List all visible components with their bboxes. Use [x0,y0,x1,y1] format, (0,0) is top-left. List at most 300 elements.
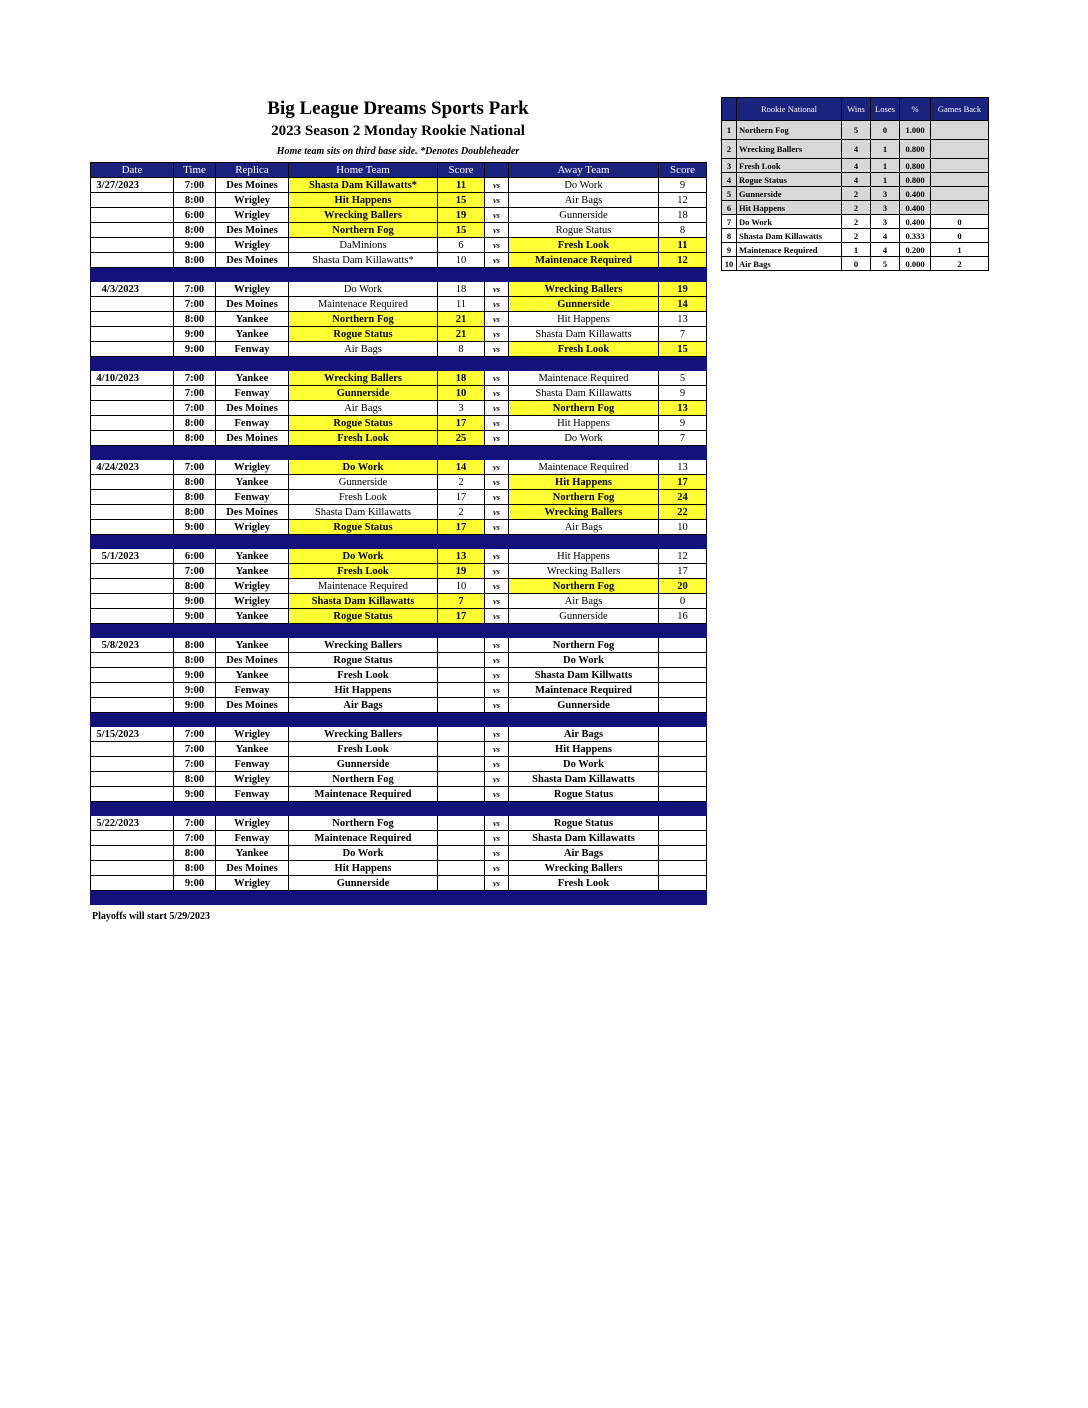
game-time: 7:00 [174,282,216,297]
home-score [438,757,485,772]
replica-field: Fenway [216,831,289,846]
vs-label: vs [485,757,509,772]
home-team: Gunnerside [289,386,438,401]
game-row [91,564,707,579]
home-score: 11 [438,178,485,193]
game-row [91,475,707,490]
replica-field: Wrigley [216,208,289,223]
game-date [91,520,174,535]
away-team: Air Bags [509,520,659,535]
away-team: Shasta Dam Killawatts [509,386,659,401]
vs-label: vs [485,297,509,312]
game-row [91,683,707,698]
game-date: 4/3/2023 [91,282,174,297]
separator-cell [289,891,438,905]
standing-pct: 0.333 [900,229,931,243]
away-team: Air Bags [509,846,659,861]
game-date [91,757,174,772]
game-row [91,816,707,831]
away-score: 15 [659,342,707,357]
standing-games-back [931,187,989,201]
home-score: 19 [438,208,485,223]
home-team: Northern Fog [289,772,438,787]
home-team: Do Work [289,460,438,475]
replica-field: Wrigley [216,193,289,208]
away-score: 13 [659,312,707,327]
separator-cell [509,535,659,549]
game-date [91,386,174,401]
game-date: 4/24/2023 [91,460,174,475]
game-row [91,238,707,253]
replica-field: Yankee [216,371,289,386]
away-team: Hit Happens [509,475,659,490]
standing-rank: 9 [722,243,737,257]
vs-label: vs [485,475,509,490]
vs-label: vs [485,416,509,431]
game-row [91,505,707,520]
away-team: Do Work [509,178,659,193]
away-team: Gunnerside [509,609,659,624]
game-row [91,520,707,535]
home-score: 8 [438,342,485,357]
separator-cell [91,624,174,638]
away-team: Air Bags [509,193,659,208]
game-time: 8:00 [174,846,216,861]
separator-cell [438,446,485,460]
game-row [91,876,707,891]
standings-row [722,140,989,159]
vs-label: vs [485,609,509,624]
separator-cell [174,268,216,282]
game-time: 6:00 [174,208,216,223]
replica-field: Des Moines [216,223,289,238]
home-team: Hit Happens [289,193,438,208]
column-header: Away Team [509,163,659,178]
home-score [438,876,485,891]
standing-pct: 0.800 [900,173,931,187]
game-time: 9:00 [174,238,216,253]
page-subtitle: 2023 Season 2 Monday Rookie National [271,123,525,139]
game-row [91,757,707,772]
standing-games-back [931,201,989,215]
game-date [91,475,174,490]
vs-label: vs [485,327,509,342]
separator-cell [509,891,659,905]
separator-cell [289,357,438,371]
home-team: Air Bags [289,698,438,713]
away-team: Gunnerside [509,698,659,713]
vs-label: vs [485,505,509,520]
vs-label: vs [485,816,509,831]
away-team: Northern Fog [509,490,659,505]
separator-cell [659,535,707,549]
home-score: 19 [438,564,485,579]
away-team: Fresh Look [509,342,659,357]
home-team: Fresh Look [289,742,438,757]
game-date: 5/1/2023 [91,549,174,564]
standing-wins: 2 [842,229,871,243]
replica-field: Des Moines [216,178,289,193]
home-score [438,831,485,846]
game-row [91,490,707,505]
home-team: Do Work [289,282,438,297]
game-time: 8:00 [174,579,216,594]
home-score: 17 [438,520,485,535]
game-time: 8:00 [174,193,216,208]
away-score [659,772,707,787]
standings-row [722,201,989,215]
vs-label: vs [485,638,509,653]
game-date [91,193,174,208]
away-team: Fresh Look [509,876,659,891]
home-team: Do Work [289,846,438,861]
home-team: Rogue Status [289,416,438,431]
separator-cell [174,713,216,727]
game-date [91,327,174,342]
game-date: 5/22/2023 [91,816,174,831]
separator-cell [485,713,509,727]
game-time: 8:00 [174,505,216,520]
game-time: 8:00 [174,861,216,876]
replica-field: Des Moines [216,861,289,876]
home-score: 18 [438,371,485,386]
separator-cell [174,535,216,549]
home-score: 11 [438,297,485,312]
game-date [91,238,174,253]
away-score [659,861,707,876]
home-score: 25 [438,431,485,446]
home-team: Fresh Look [289,431,438,446]
vs-label: vs [485,460,509,475]
replica-field: Yankee [216,742,289,757]
home-team: Wrecking Ballers [289,208,438,223]
home-team: Rogue Status [289,327,438,342]
away-score [659,846,707,861]
game-time: 7:00 [174,757,216,772]
standing-team: Northern Fog [737,121,842,140]
game-row [91,431,707,446]
separator-cell [509,357,659,371]
home-team-note: Home team sits on third base side. *Denotes Doubleheader [276,146,520,157]
game-time: 8:00 [174,638,216,653]
home-score [438,653,485,668]
vs-label: vs [485,861,509,876]
home-team: Air Bags [289,342,438,357]
separator-cell [289,624,438,638]
game-time: 9:00 [174,594,216,609]
game-date [91,683,174,698]
away-score: 16 [659,609,707,624]
game-time: 7:00 [174,297,216,312]
game-date [91,579,174,594]
standing-games-back: 1 [931,243,989,257]
game-time: 8:00 [174,416,216,431]
home-score [438,787,485,802]
standings-table [721,97,989,271]
vs-label: vs [485,846,509,861]
game-date: 5/15/2023 [91,727,174,742]
replica-field: Fenway [216,757,289,772]
week-separator [91,268,707,282]
vs-label: vs [485,698,509,713]
separator-cell [659,891,707,905]
separator-cell [485,446,509,460]
game-date [91,772,174,787]
standing-games-back [931,159,989,173]
separator-cell [216,713,289,727]
week-separator [91,713,707,727]
standings-column-header: Rookie National [737,98,842,121]
game-time: 8:00 [174,772,216,787]
home-team: Northern Fog [289,312,438,327]
separator-cell [485,891,509,905]
standing-wins: 2 [842,215,871,229]
standing-loses: 3 [871,215,900,229]
game-row [91,371,707,386]
away-team: Gunnerside [509,208,659,223]
game-row [91,861,707,876]
game-time: 9:00 [174,520,216,535]
home-team: DaMinions [289,238,438,253]
separator-cell [438,713,485,727]
vs-label: vs [485,594,509,609]
game-time: 8:00 [174,223,216,238]
game-time: 7:00 [174,727,216,742]
away-score [659,757,707,772]
away-score [659,876,707,891]
vs-label: vs [485,490,509,505]
standing-wins: 4 [842,140,871,159]
separator-cell [216,624,289,638]
vs-label: vs [485,520,509,535]
standing-pct: 0.400 [900,187,931,201]
standings-row [722,187,989,201]
replica-field: Wrigley [216,876,289,891]
away-team: Shasta Dam Killawatts [509,772,659,787]
home-score [438,772,485,787]
game-time: 7:00 [174,742,216,757]
standing-team: Hit Happens [737,201,842,215]
game-row [91,460,707,475]
away-team: Do Work [509,431,659,446]
home-team: Shasta Dam Killawatts* [289,253,438,268]
game-date [91,505,174,520]
separator-cell [509,446,659,460]
vs-label: vs [485,312,509,327]
away-team: Shasta Dam Killawatts [509,831,659,846]
separator-cell [289,802,438,816]
week-separator [91,891,707,905]
standing-rank: 4 [722,173,737,187]
replica-field: Des Moines [216,297,289,312]
away-score [659,698,707,713]
replica-field: Yankee [216,312,289,327]
away-team: Rogue Status [509,223,659,238]
separator-cell [91,891,174,905]
away-team: Air Bags [509,727,659,742]
replica-field: Wrigley [216,520,289,535]
standing-team: Wrecking Ballers [737,140,842,159]
away-team: Do Work [509,653,659,668]
home-team: Rogue Status [289,653,438,668]
game-date [91,416,174,431]
vs-label: vs [485,386,509,401]
vs-label: vs [485,238,509,253]
standing-games-back: 0 [931,229,989,243]
standings-row [722,215,989,229]
replica-field: Des Moines [216,698,289,713]
vs-label: vs [485,253,509,268]
home-team: Shasta Dam Killawatts [289,594,438,609]
game-time: 7:00 [174,564,216,579]
standing-pct: 0.400 [900,201,931,215]
standings-column-header [722,98,737,121]
game-row [91,653,707,668]
week-separator [91,357,707,371]
standings-column-header: Games Back [931,98,989,121]
separator-cell [485,535,509,549]
separator-cell [91,268,174,282]
separator-cell [216,268,289,282]
separator-cell [438,357,485,371]
standing-wins: 0 [842,257,871,271]
game-time: 7:00 [174,401,216,416]
game-time: 7:00 [174,386,216,401]
separator-cell [289,446,438,460]
standing-team: Rogue Status [737,173,842,187]
game-time: 7:00 [174,831,216,846]
standing-pct: 0.800 [900,159,931,173]
home-score [438,698,485,713]
away-score: 11 [659,238,707,253]
home-score: 10 [438,579,485,594]
away-team: Gunnerside [509,297,659,312]
replica-field: Fenway [216,416,289,431]
away-score: 14 [659,297,707,312]
game-date [91,401,174,416]
away-team: Northern Fog [509,401,659,416]
standing-games-back: 2 [931,257,989,271]
standings-header-row [722,98,989,121]
separator-cell [509,802,659,816]
standings-row [722,243,989,257]
standings-row [722,229,989,243]
away-score: 5 [659,371,707,386]
away-team: Maintenace Required [509,253,659,268]
home-team: Wrecking Ballers [289,371,438,386]
standing-team: Shasta Dam Killawatts [737,229,842,243]
separator-cell [174,446,216,460]
away-score: 12 [659,193,707,208]
column-header [485,163,509,178]
vs-label: vs [485,549,509,564]
separator-cell [216,357,289,371]
column-header: Time [174,163,216,178]
home-score: 18 [438,282,485,297]
game-date [91,594,174,609]
week-separator [91,446,707,460]
game-date: 3/27/2023 [91,178,174,193]
game-time: 9:00 [174,683,216,698]
home-score [438,638,485,653]
separator-cell [438,535,485,549]
game-date [91,223,174,238]
standing-pct: 1.000 [900,121,931,140]
game-date [91,490,174,505]
standing-wins: 5 [842,121,871,140]
home-team: Maintenace Required [289,787,438,802]
home-team: Do Work [289,549,438,564]
standing-loses: 4 [871,229,900,243]
game-time: 9:00 [174,787,216,802]
replica-field: Des Moines [216,431,289,446]
replica-field: Wrigley [216,579,289,594]
separator-cell [485,268,509,282]
game-time: 8:00 [174,312,216,327]
away-team: Wrecking Ballers [509,564,659,579]
away-team: Wrecking Ballers [509,861,659,876]
away-score: 9 [659,178,707,193]
game-date [91,564,174,579]
game-date [91,831,174,846]
standings-column-header: Wins [842,98,871,121]
replica-field: Yankee [216,327,289,342]
week-separator [91,624,707,638]
separator-cell [216,535,289,549]
home-team: Rogue Status [289,609,438,624]
home-team: Hit Happens [289,683,438,698]
game-row [91,772,707,787]
vs-label: vs [485,668,509,683]
home-score: 13 [438,549,485,564]
vs-label: vs [485,431,509,446]
away-team: Hit Happens [509,416,659,431]
replica-field: Fenway [216,342,289,357]
replica-field: Wrigley [216,816,289,831]
home-team: Gunnerside [289,475,438,490]
schedule-table [90,162,707,905]
game-row [91,698,707,713]
vs-label: vs [485,282,509,297]
away-team: Hit Happens [509,742,659,757]
game-row [91,742,707,757]
column-header: Score [438,163,485,178]
game-time: 8:00 [174,475,216,490]
separator-cell [659,624,707,638]
vs-label: vs [485,653,509,668]
game-time: 8:00 [174,653,216,668]
separator-cell [289,268,438,282]
away-team: Rogue Status [509,816,659,831]
game-date [91,653,174,668]
standing-pct: 0.000 [900,257,931,271]
separator-cell [509,268,659,282]
away-score: 19 [659,282,707,297]
standing-games-back: 0 [931,215,989,229]
standing-loses: 1 [871,140,900,159]
vs-label: vs [485,772,509,787]
replica-field: Wrigley [216,594,289,609]
separator-cell [91,535,174,549]
separator-cell [174,624,216,638]
separator-cell [659,802,707,816]
replica-field: Wrigley [216,282,289,297]
home-score: 7 [438,594,485,609]
game-time: 7:00 [174,371,216,386]
game-row [91,787,707,802]
vs-label: vs [485,831,509,846]
standings-row [722,257,989,271]
